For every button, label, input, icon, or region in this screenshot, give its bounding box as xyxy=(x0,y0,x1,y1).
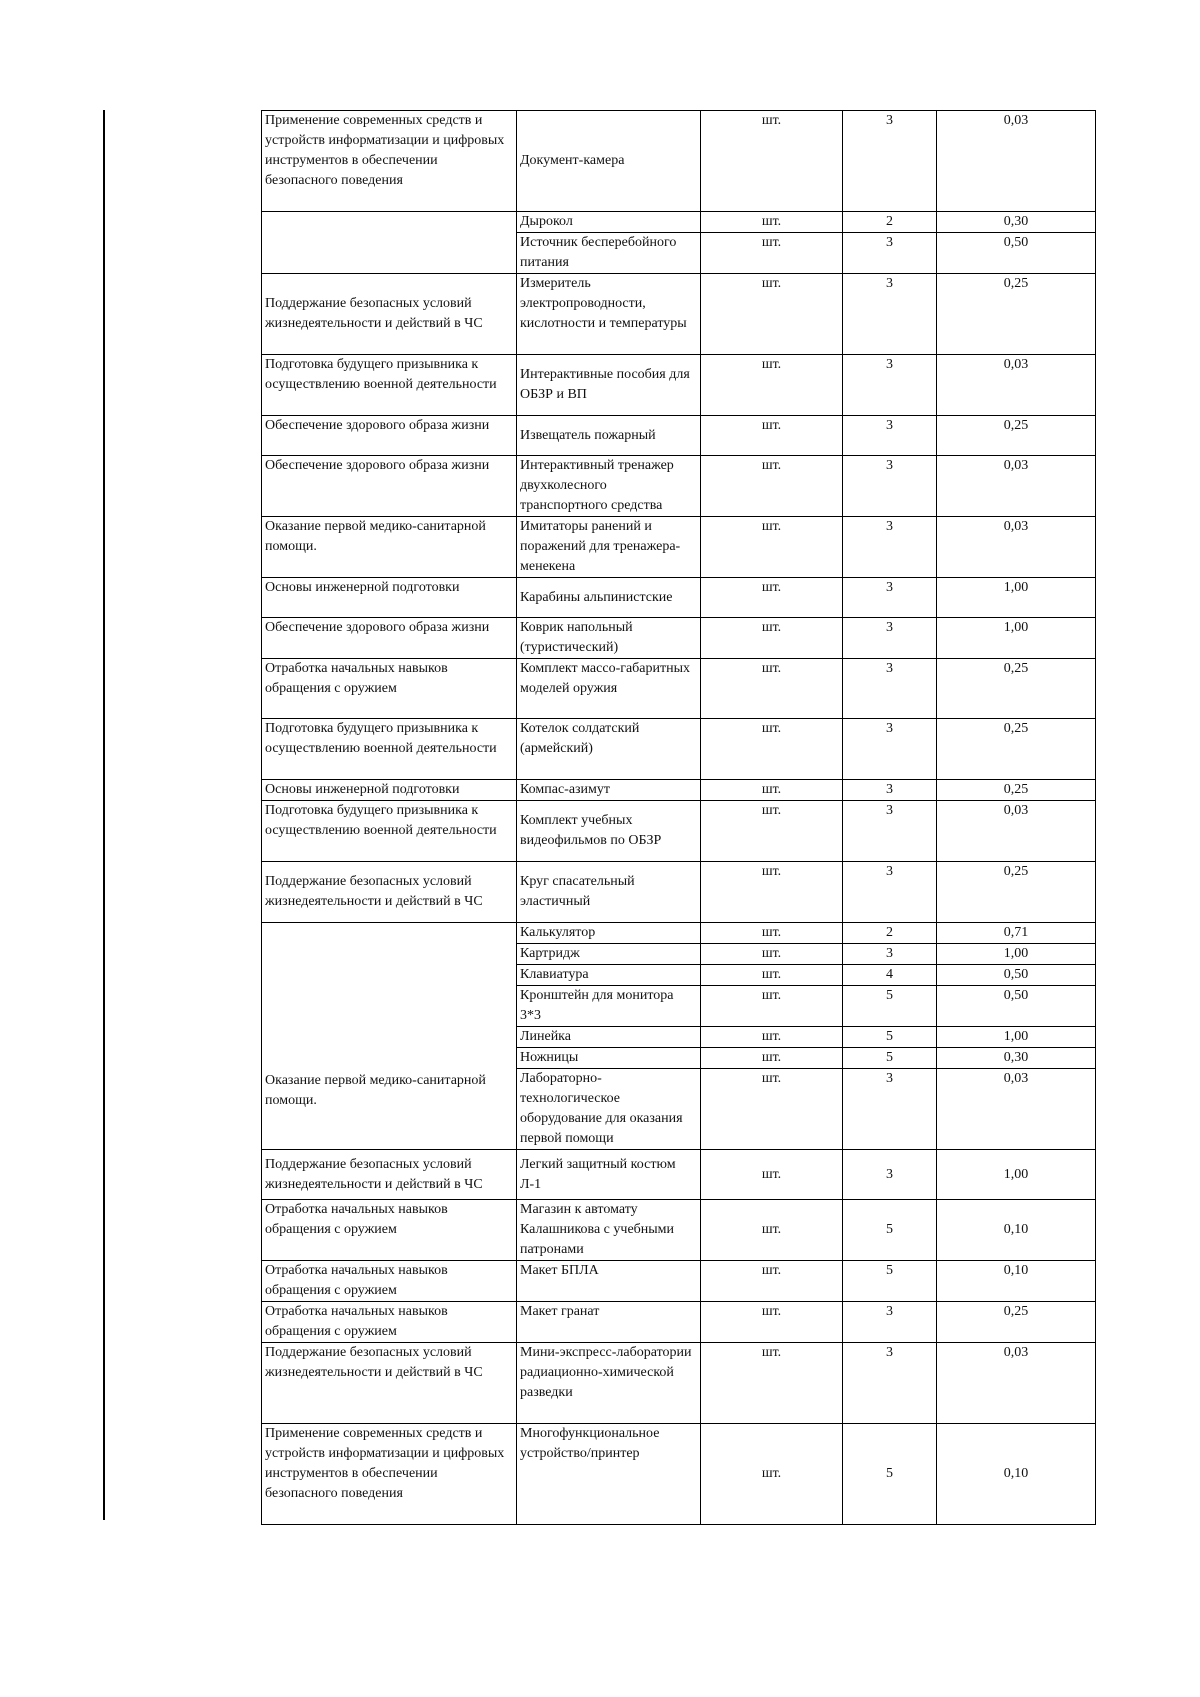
table-row xyxy=(262,355,1096,416)
quantity-cell: 3 xyxy=(843,517,937,578)
quantity-cell: 3 xyxy=(843,1343,937,1424)
section-cell: Основы инженерной подготовки xyxy=(262,780,517,801)
table-row xyxy=(262,212,1096,233)
section-cell: Поддержание безопасных условий жизнедеятельности и действий в ЧС xyxy=(262,1150,517,1200)
unit-cell: шт. xyxy=(701,1048,843,1069)
table-row xyxy=(262,923,1096,944)
table-row xyxy=(262,801,1096,862)
unit-cell: шт. xyxy=(701,780,843,801)
item-name-cell: Макет БПЛА xyxy=(517,1261,701,1302)
quantity-cell: 2 xyxy=(843,212,937,233)
value-cell: 0,25 xyxy=(937,719,1096,780)
item-name-cell: Магазин к автомату Калашникова с учебными патронами xyxy=(517,1200,701,1261)
quantity-cell: 3 xyxy=(843,456,937,517)
quantity-cell: 3 xyxy=(843,618,937,659)
value-cell: 0,30 xyxy=(937,1048,1096,1069)
section-cell: Основы инженерной подготовки xyxy=(262,578,517,618)
unit-cell: шт. xyxy=(701,233,843,274)
item-name-cell: Калькулятор xyxy=(517,923,701,944)
unit-cell: шт. xyxy=(701,944,843,965)
table-row xyxy=(262,1343,1096,1424)
section-cell: Отработка начальных навыков обращения с оружием xyxy=(262,1200,517,1261)
value-cell: 0,25 xyxy=(937,274,1096,355)
item-name-cell: Кронштейн для монитора 3*3 xyxy=(517,986,701,1027)
item-name-cell: Карабины альпинистские xyxy=(517,578,701,618)
quantity-cell: 3 xyxy=(843,355,937,416)
item-name-cell: Легкий защитный костюм Л-1 xyxy=(517,1150,701,1200)
unit-cell: шт. xyxy=(701,862,843,923)
value-cell: 0,03 xyxy=(937,517,1096,578)
quantity-cell: 3 xyxy=(843,801,937,862)
table-row xyxy=(262,1424,1096,1525)
table-row xyxy=(262,719,1096,780)
value-cell: 0,30 xyxy=(937,212,1096,233)
item-name-cell: Макет гранат xyxy=(517,1302,701,1343)
item-name-cell: Линейка xyxy=(517,1027,701,1048)
value-cell: 0,50 xyxy=(937,233,1096,274)
value-cell: 1,00 xyxy=(937,1150,1096,1200)
table-row xyxy=(262,659,1096,719)
value-cell: 1,00 xyxy=(937,1027,1096,1048)
table-row xyxy=(262,274,1096,355)
item-name-cell: Комплект учебных видеофильмов по ОБЗР xyxy=(517,801,701,862)
table-row xyxy=(262,862,1096,923)
unit-cell: шт. xyxy=(701,355,843,416)
page-margin-line xyxy=(103,110,105,1520)
unit-cell: шт. xyxy=(701,1027,843,1048)
section-cell: Поддержание безопасных условий жизнедеятельности и действий в ЧС xyxy=(262,862,517,923)
table-row xyxy=(262,578,1096,618)
value-cell: 0,25 xyxy=(937,1302,1096,1343)
unit-cell: шт. xyxy=(701,1302,843,1343)
unit-cell: шт. xyxy=(701,517,843,578)
section-cell: Оказание первой медико-санитарной помощи. xyxy=(262,923,517,1150)
item-name-cell: Клавиатура xyxy=(517,965,701,986)
unit-cell: шт. xyxy=(701,618,843,659)
item-name-cell: Источник бесперебойного питания xyxy=(517,233,701,274)
unit-cell: шт. xyxy=(701,1424,843,1525)
table-row xyxy=(262,1200,1096,1261)
quantity-cell: 3 xyxy=(843,780,937,801)
value-cell: 1,00 xyxy=(937,578,1096,618)
section-cell: Обеспечение здорового образа жизни xyxy=(262,416,517,456)
quantity-cell: 3 xyxy=(843,862,937,923)
item-name-cell: Многофункциональное устройство/принтер xyxy=(517,1424,701,1525)
section-cell: Подготовка будущего призывника к осуществлению военной деятельности xyxy=(262,719,517,780)
quantity-cell: 3 xyxy=(843,944,937,965)
value-cell: 0,71 xyxy=(937,923,1096,944)
table-row xyxy=(262,111,1096,212)
quantity-cell: 5 xyxy=(843,1027,937,1048)
value-cell: 0,03 xyxy=(937,1069,1096,1150)
value-cell: 0,03 xyxy=(937,801,1096,862)
item-name-cell: Измеритель электропроводности, кислотности и температуры xyxy=(517,274,701,355)
unit-cell: шт. xyxy=(701,965,843,986)
quantity-cell: 3 xyxy=(843,719,937,780)
section-cell: Применение современных средств и устройств информатизации и цифровых инструментов в обеспечении безопасного поведения xyxy=(262,1424,517,1525)
item-name-cell: Комплект массо-габаритных моделей оружия xyxy=(517,659,701,719)
section-cell: Оказание первой медико-санитарной помощи. xyxy=(262,517,517,578)
table-row xyxy=(262,780,1096,801)
value-cell: 0,03 xyxy=(937,355,1096,416)
item-name-cell: Интерактивные пособия для ОБЗР и ВП xyxy=(517,355,701,416)
value-cell: 0,03 xyxy=(937,111,1096,212)
table-row xyxy=(262,456,1096,517)
item-name-cell: Интерактивный тренажер двухколесного транспортного средства xyxy=(517,456,701,517)
quantity-cell: 3 xyxy=(843,416,937,456)
quantity-cell: 2 xyxy=(843,923,937,944)
quantity-cell: 4 xyxy=(843,965,937,986)
value-cell: 0,25 xyxy=(937,862,1096,923)
section-cell: Отработка начальных навыков обращения с оружием xyxy=(262,659,517,719)
unit-cell: шт. xyxy=(701,1069,843,1150)
value-cell: 0,03 xyxy=(937,456,1096,517)
section-cell: Обеспечение здорового образа жизни xyxy=(262,618,517,659)
value-cell: 0,10 xyxy=(937,1200,1096,1261)
table-row xyxy=(262,618,1096,659)
quantity-cell: 3 xyxy=(843,111,937,212)
quantity-cell: 5 xyxy=(843,1424,937,1525)
unit-cell: шт. xyxy=(701,111,843,212)
unit-cell: шт. xyxy=(701,1343,843,1424)
value-cell: 0,10 xyxy=(937,1261,1096,1302)
value-cell: 0,03 xyxy=(937,1343,1096,1424)
item-name-cell: Имитаторы ранений и поражений для тренажера-менекена xyxy=(517,517,701,578)
item-name-cell: Компас-азимут xyxy=(517,780,701,801)
unit-cell: шт. xyxy=(701,578,843,618)
table-row xyxy=(262,1261,1096,1302)
item-name-cell: Дырокол xyxy=(517,212,701,233)
table-row xyxy=(262,1302,1096,1343)
quantity-cell: 3 xyxy=(843,578,937,618)
value-cell: 0,10 xyxy=(937,1424,1096,1525)
table-row xyxy=(262,1150,1096,1200)
quantity-cell: 5 xyxy=(843,986,937,1027)
unit-cell: шт. xyxy=(701,986,843,1027)
item-name-cell: Коврик напольный (туристический) xyxy=(517,618,701,659)
unit-cell: шт. xyxy=(701,801,843,862)
quantity-cell: 3 xyxy=(843,1150,937,1200)
unit-cell: шт. xyxy=(701,416,843,456)
unit-cell: шт. xyxy=(701,1261,843,1302)
unit-cell: шт. xyxy=(701,274,843,355)
unit-cell: шт. xyxy=(701,456,843,517)
value-cell: 0,25 xyxy=(937,659,1096,719)
unit-cell: шт. xyxy=(701,1200,843,1261)
table-row xyxy=(262,517,1096,578)
section-cell: Поддержание безопасных условий жизнедеятельности и действий в ЧС xyxy=(262,274,517,355)
item-name-cell: Документ-камера xyxy=(517,111,701,212)
equipment-table xyxy=(261,110,1096,1525)
value-cell: 0,50 xyxy=(937,986,1096,1027)
value-cell: 1,00 xyxy=(937,944,1096,965)
table-row xyxy=(262,416,1096,456)
section-cell: Подготовка будущего призывника к осуществлению военной деятельности xyxy=(262,355,517,416)
quantity-cell: 5 xyxy=(843,1261,937,1302)
item-name-cell: Лабораторно-технологическое оборудование для оказания первой помощи xyxy=(517,1069,701,1150)
section-cell: Поддержание безопасных условий жизнедеятельности и действий в ЧС xyxy=(262,1343,517,1424)
unit-cell: шт. xyxy=(701,923,843,944)
section-cell: Применение современных средств и устройств информатизации и цифровых инструментов в обеспечении безопасного поведения xyxy=(262,111,517,212)
item-name-cell: Круг спасательный эластичный xyxy=(517,862,701,923)
value-cell: 0,25 xyxy=(937,416,1096,456)
unit-cell: шт. xyxy=(701,212,843,233)
value-cell: 0,50 xyxy=(937,965,1096,986)
item-name-cell: Котелок солдатский (армейский) xyxy=(517,719,701,780)
quantity-cell: 3 xyxy=(843,659,937,719)
section-cell: Обеспечение здорового образа жизни xyxy=(262,456,517,517)
quantity-cell: 3 xyxy=(843,233,937,274)
section-cell: Отработка начальных навыков обращения с оружием xyxy=(262,1261,517,1302)
unit-cell: шт. xyxy=(701,719,843,780)
value-cell: 0,25 xyxy=(937,780,1096,801)
quantity-cell: 5 xyxy=(843,1200,937,1261)
quantity-cell: 3 xyxy=(843,274,937,355)
section-cell: Отработка начальных навыков обращения с оружием xyxy=(262,1302,517,1343)
quantity-cell: 3 xyxy=(843,1069,937,1150)
unit-cell: шт. xyxy=(701,1150,843,1200)
quantity-cell: 5 xyxy=(843,1048,937,1069)
item-name-cell: Мини-экспресс-лаборатории радиационно-химической разведки xyxy=(517,1343,701,1424)
unit-cell: шт. xyxy=(701,659,843,719)
item-name-cell: Ножницы xyxy=(517,1048,701,1069)
section-cell: Подготовка будущего призывника к осуществлению военной деятельности xyxy=(262,801,517,862)
section-cell xyxy=(262,212,517,274)
value-cell: 1,00 xyxy=(937,618,1096,659)
item-name-cell: Картридж xyxy=(517,944,701,965)
quantity-cell: 3 xyxy=(843,1302,937,1343)
item-name-cell: Извещатель пожарный xyxy=(517,416,701,456)
